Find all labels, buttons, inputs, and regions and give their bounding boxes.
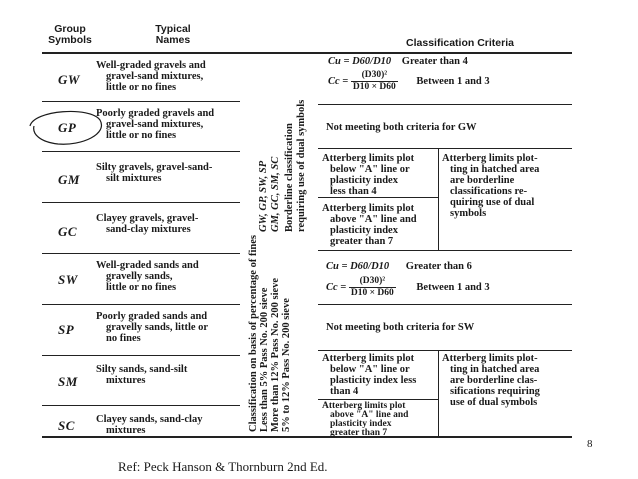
- criteria-divider: [318, 250, 572, 251]
- cc-numerator: (D30)²: [351, 70, 398, 82]
- symbol-gc: GC: [58, 224, 78, 239]
- header-typical-line2: Names: [155, 34, 191, 46]
- crit-line: plasticity index: [330, 225, 398, 236]
- name-gp: [96, 108, 246, 141]
- crit-line: are borderline clas-: [450, 375, 538, 386]
- crit-line: plasticity index: [330, 419, 392, 429]
- name-line: Poorly graded gravels and: [96, 108, 215, 119]
- crit-line: Atterberg limits plot: [322, 203, 415, 214]
- name-line: Clayey sands, sand-clay: [96, 414, 203, 425]
- name-line: gravelly sands, little or: [106, 322, 209, 333]
- name-line: sand-clay mixtures: [106, 224, 191, 235]
- name-line: little or no fines: [106, 82, 177, 93]
- crit-line: less than 4: [330, 186, 377, 197]
- side-note-symbols-4: requiring use of dual symbols: [296, 99, 307, 232]
- name-line: mixtures: [106, 375, 146, 386]
- gw-cu-formula: [328, 56, 468, 67]
- header-group-symbols: [42, 24, 98, 46]
- name-line: gravelly sands,: [106, 271, 173, 282]
- sp-criteria: Not meeting both criteria for SW: [326, 322, 475, 333]
- header-group-line1: Group: [54, 23, 86, 35]
- crit-line: Atterberg limits plot: [322, 153, 415, 164]
- crit-line: quiring use of dual: [450, 197, 535, 208]
- page-number: 8: [587, 438, 593, 450]
- crit-line: above "A" line and: [330, 410, 409, 420]
- crit-line: use of dual symbols: [450, 397, 538, 408]
- symbol-sm: SM: [58, 374, 78, 389]
- cc-numerator: (D30)²: [349, 276, 396, 288]
- gravel-hatched-criteria: [442, 153, 574, 219]
- sw-cu-formula: [326, 261, 472, 272]
- name-line: Silty sands, sand-silt: [96, 364, 188, 375]
- header-typical-names: [128, 24, 218, 46]
- gp-criteria: Not meeting both criteria for GW: [326, 122, 477, 133]
- crit-line: greater than 7: [330, 428, 388, 438]
- criteria-divider: [318, 399, 438, 400]
- side-note-symbols-1: GW, GP, SW, SP: [258, 160, 269, 232]
- top-rule: [42, 52, 572, 54]
- name-line: gravel-sand mixtures,: [106, 119, 204, 130]
- row-divider: [42, 405, 240, 406]
- criteria-divider: [318, 197, 438, 198]
- header-classification-criteria: Classification Criteria: [406, 37, 514, 49]
- name-line: silt mixtures: [106, 173, 162, 184]
- criteria-divider: [318, 104, 572, 105]
- name-gm: [96, 162, 246, 184]
- name-line: Clayey gravels, gravel-: [96, 213, 199, 224]
- crit-line: plasticity index: [330, 175, 398, 186]
- crit-line: greater than 7: [330, 236, 394, 247]
- cu-rhs: Greater than 6: [405, 261, 472, 272]
- crit-line: ting in hatched area: [450, 364, 540, 375]
- name-line: no fines: [106, 333, 141, 344]
- crit-line: Atterberg limits plot: [322, 353, 415, 364]
- symbol-sc: SC: [58, 418, 75, 433]
- crit-line: are borderline: [450, 175, 515, 186]
- crit-line: sifications requiring: [450, 386, 540, 397]
- name-gc: [96, 213, 246, 235]
- gc-criteria: [322, 203, 440, 247]
- row-divider: [42, 304, 240, 305]
- sw-cc-formula: [326, 276, 490, 299]
- side-note-fines-4: 5% to 12% Pass No. 200 sieve: [281, 298, 292, 432]
- symbol-gw: GW: [58, 72, 80, 87]
- name-line: little or no fines: [106, 130, 177, 141]
- cu-lhs: Cu = D60/D10: [326, 261, 390, 272]
- side-note-symbols-2: GM, GC, SM, SC: [270, 156, 281, 232]
- bottom-rule: [42, 436, 572, 438]
- cc-rhs: Between 1 and 3: [416, 76, 490, 87]
- name-line: mixtures: [106, 425, 146, 436]
- crit-line: above "A" line and: [330, 214, 417, 225]
- side-note-fines-1: Classification on basis of percentage of fines: [248, 235, 259, 432]
- name-sp: [96, 311, 246, 344]
- symbol-sp: SP: [58, 322, 75, 337]
- crit-line: symbols: [450, 208, 487, 219]
- sc-criteria: [322, 402, 440, 438]
- name-line: Well-graded sands and: [96, 260, 199, 271]
- gp-circle-annotation: [26, 104, 106, 148]
- row-divider: [42, 253, 240, 254]
- crit-line: below "A" line or: [330, 164, 410, 175]
- cc-denominator: D10 × D60: [352, 82, 396, 92]
- name-line: little or no fines: [106, 282, 177, 293]
- cu-rhs: Greater than 4: [401, 56, 468, 67]
- symbol-gm: GM: [58, 172, 80, 187]
- cu-lhs: Cu = D60/D10: [328, 56, 392, 67]
- cc-fraction: [351, 70, 398, 93]
- symbol-sw: SW: [58, 272, 78, 287]
- row-divider: [42, 151, 240, 152]
- name-sc: [96, 414, 246, 436]
- side-note-fines-3: More than 12% Pass No. 200 sieve: [270, 277, 281, 432]
- crit-line: classifications re-: [450, 186, 528, 197]
- symbol-gp: GP: [58, 120, 77, 135]
- name-line: gravel-sand mixtures,: [106, 71, 204, 82]
- side-note-fines-2: Less than 5% Pass No. 200 sieve: [259, 287, 270, 432]
- name-line: Poorly graded sands and: [96, 311, 208, 322]
- name-sw: [96, 260, 246, 293]
- name-gw: [96, 60, 246, 93]
- cc-lhs: Cc =: [326, 282, 347, 293]
- sand-hatched-criteria: [442, 353, 574, 408]
- cc-denominator: D10 × D60: [350, 288, 394, 298]
- name-sm: [96, 364, 246, 386]
- header-group-line2: Symbols: [48, 34, 92, 46]
- name-line: Well-graded gravels and: [96, 60, 206, 71]
- criteria-divider: [318, 148, 572, 149]
- gm-criteria: [322, 153, 440, 197]
- name-line: Silty gravels, gravel-sand-: [96, 162, 213, 173]
- cc-rhs: Between 1 and 3: [416, 282, 490, 293]
- gw-cc-formula: [328, 70, 490, 93]
- cc-fraction: [349, 276, 396, 299]
- row-divider: [42, 202, 240, 203]
- reference-note: Ref: Peck Hanson & Thornburn 2nd Ed.: [118, 459, 328, 474]
- crit-line: than 4: [330, 386, 359, 397]
- crit-line: Atterberg limits plot: [322, 401, 406, 411]
- row-divider: [42, 101, 240, 102]
- crit-line: Atterberg limits plot-: [442, 353, 538, 364]
- header-typical-line1: Typical: [155, 23, 191, 35]
- crit-line: below "A" line or: [330, 364, 410, 375]
- criteria-divider: [318, 350, 572, 351]
- crit-line: plasticity index less: [330, 375, 417, 386]
- crit-line: ting in hatched area: [450, 164, 540, 175]
- cc-lhs: Cc =: [328, 76, 349, 87]
- criteria-divider: [318, 304, 572, 305]
- crit-line: Atterberg limits plot-: [442, 153, 538, 164]
- sm-criteria: [322, 353, 440, 397]
- side-note-symbols-3: Borderline classification: [284, 123, 295, 232]
- row-divider: [42, 355, 240, 356]
